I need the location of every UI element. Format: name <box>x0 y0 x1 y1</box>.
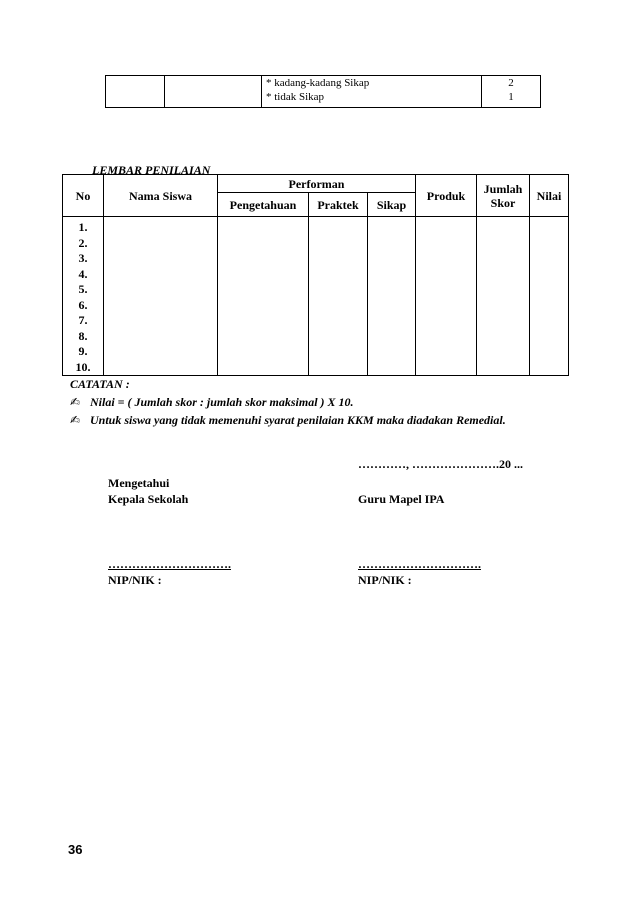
page-number: 36 <box>68 842 83 857</box>
row-number: 1. <box>78 220 88 234</box>
empty-cell <box>106 76 165 108</box>
score-line: 2 <box>508 77 514 89</box>
left-label: Kepala Sekolah <box>108 492 189 506</box>
row-number: 5. <box>78 282 88 296</box>
score-cell <box>482 76 541 108</box>
table-header-row <box>63 175 569 193</box>
right-signature-line <box>358 556 481 588</box>
note-text: Nilai = ( Jumlah skor : jumlah skor maksimal ) X 10. <box>90 395 354 409</box>
left-signature-labels <box>108 475 188 507</box>
header-sikap: Sikap <box>368 193 416 217</box>
left-signature-line <box>108 556 231 588</box>
row-number: 3. <box>78 251 88 265</box>
row-number: 7. <box>78 313 88 327</box>
criteria-line: * tidak Sikap <box>266 91 325 103</box>
row-number: 4. <box>78 266 88 281</box>
header-skor-text: Skor <box>490 195 516 210</box>
note-item <box>70 411 506 429</box>
empty-cell <box>477 217 530 376</box>
left-nip: NIP/NIK : <box>108 573 162 587</box>
date-line: …………, ………………….20 ... <box>358 457 523 471</box>
criteria-line: * kadang-kadang Sikap <box>266 77 370 89</box>
score-table <box>62 174 569 376</box>
criteria-cell <box>262 76 482 108</box>
empty-cell <box>530 217 569 376</box>
header-no: No <box>63 175 104 217</box>
writing-hand-icon: ✍ <box>70 395 81 409</box>
left-dots: …………………………. <box>108 557 231 571</box>
empty-cell <box>218 217 309 376</box>
header-jumlah: Jumlah <box>483 181 523 196</box>
header-jumlah-skor <box>477 175 530 217</box>
section-title: LEMBAR PENILAIAN <box>92 163 211 177</box>
writing-hand-icon: ✍ <box>70 413 81 427</box>
header-skor <box>477 196 529 210</box>
table-row <box>63 217 569 376</box>
score-line: 1 <box>508 91 514 103</box>
criteria-table <box>105 75 541 108</box>
empty-cell <box>104 217 218 376</box>
notes-title: CATATAN : <box>70 377 130 391</box>
empty-cell <box>309 217 368 376</box>
row-number: 6. <box>78 297 88 312</box>
header-produk: Produk <box>416 175 477 217</box>
empty-cell <box>165 76 262 108</box>
header-praktek: Praktek <box>309 193 368 217</box>
row-number: 9. <box>78 344 88 358</box>
header-pengetahuan: Pengetahuan <box>218 193 309 217</box>
header-nama: Nama Siswa <box>104 175 218 217</box>
note-text: Untuk siswa yang tidak memenuhi syarat penilaian KKM maka diadakan Remedial. <box>90 413 506 427</box>
right-label: Guru Mapel IPA <box>358 492 445 506</box>
notes <box>70 375 506 429</box>
table-row <box>106 76 541 108</box>
row-numbers-cell <box>63 217 104 376</box>
right-dots: …………………………. <box>358 557 481 571</box>
left-label: Mengetahui <box>108 476 170 490</box>
row-number: 2. <box>78 235 88 250</box>
empty-cell <box>416 217 477 376</box>
row-number: 10. <box>75 359 91 374</box>
header-nilai: Nilai <box>530 175 569 217</box>
right-nip: NIP/NIK : <box>358 573 412 587</box>
empty-cell <box>368 217 416 376</box>
row-number: 8. <box>78 328 88 343</box>
header-performan: Performan <box>218 175 416 193</box>
note-item <box>70 393 506 411</box>
